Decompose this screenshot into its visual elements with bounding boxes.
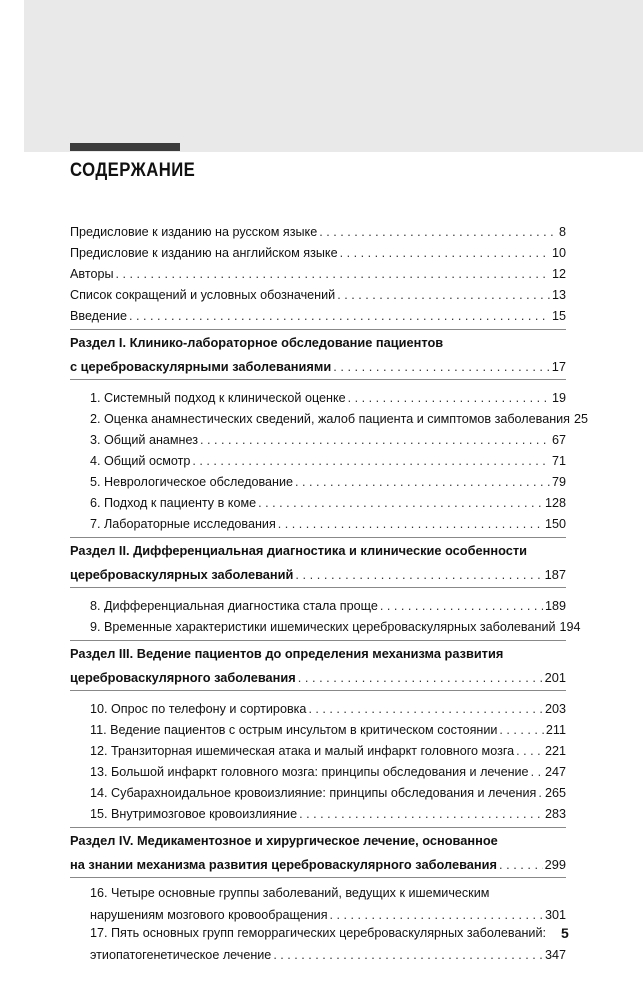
- chapter-entry[interactable]: [70, 491, 566, 512]
- chapter-entry-first-line[interactable]: 16. Четыре основные группы заболеваний, ведущих к ишемическим: [90, 886, 490, 900]
- chapter-list: [70, 695, 566, 823]
- section-heading[interactable]: Раздел I. Клинико-лабораторное обследование пациентов: [70, 335, 444, 350]
- chapter-entry[interactable]: [70, 407, 589, 428]
- toc-entry-label: на знании механизма развития цереброваскулярного заболевания: [70, 857, 497, 872]
- chapter-entry[interactable]: [70, 943, 566, 964]
- toc-entry-label: нарушениям мозгового кровообращения: [90, 908, 328, 922]
- chapter-entry[interactable]: [70, 802, 566, 823]
- dot-leader: [278, 516, 543, 533]
- toc-entry-label: этиопатогенетическое лечение: [90, 948, 272, 962]
- toc-entry-page: 221: [544, 744, 566, 758]
- toc-entry-page: 13: [551, 288, 566, 302]
- toc-entry-page: 67: [551, 433, 566, 447]
- dot-leader: [192, 453, 550, 470]
- toc-entry-page: 301: [544, 908, 566, 922]
- dot-leader: [129, 308, 550, 325]
- page-number: 5: [561, 925, 569, 941]
- section-heading-entry[interactable]: [70, 665, 566, 686]
- toc-entry-page: 25: [574, 412, 589, 426]
- toc-entry-page: 10: [551, 246, 566, 260]
- toc-entry-page: 203: [544, 702, 566, 716]
- front-matter-entry[interactable]: [70, 304, 566, 325]
- section-heading[interactable]: Раздел II. Дифференциальная диагностика и клинические особенности: [70, 543, 527, 558]
- dot-leader: [295, 566, 542, 583]
- toc-entry-label: 1. Системный подход к клинической оценке: [90, 391, 346, 405]
- dot-leader: [499, 856, 543, 873]
- dot-leader: [380, 598, 543, 615]
- toc-entry-label: 13. Большой инфаркт головного мозга: принципы обследования и лечение: [90, 765, 529, 779]
- toc-entry-page: 187: [544, 567, 566, 582]
- section-heading-entry[interactable]: [70, 354, 566, 375]
- dot-leader: [319, 224, 557, 241]
- chapter-entry[interactable]: [70, 428, 566, 449]
- section-divider: [70, 379, 566, 380]
- chapter-entry[interactable]: [70, 594, 566, 615]
- dot-leader: [116, 266, 550, 283]
- toc-entry-label: 10. Опрос по телефону и сортировка: [90, 702, 307, 716]
- toc-entry-label: цереброваскулярных заболеваний: [70, 567, 294, 582]
- toc-entry-page: 347: [544, 948, 566, 962]
- toc-entry-label: с цереброваскулярными заболеваниями: [70, 359, 332, 374]
- toc-entry-page: 71: [551, 454, 566, 468]
- toc-entry-label: 4. Общий осмотр: [90, 454, 191, 468]
- chapter-entry[interactable]: [70, 781, 566, 802]
- page-title: СОДЕРЖАНИЕ: [70, 160, 196, 181]
- chapter-entry[interactable]: [70, 615, 581, 636]
- chapter-entry[interactable]: [70, 512, 566, 533]
- toc-entry-page: 211: [545, 723, 566, 737]
- toc-entry-label: 3. Общий анамнез: [90, 433, 199, 447]
- chapter-entry-first-line[interactable]: 17. Пять основных групп геморрагических цереброваскулярных заболеваний:: [90, 926, 546, 940]
- toc-entry-label: 9. Временные характеристики ишемических цереброваскулярных заболеваний: [90, 620, 556, 634]
- dot-leader: [538, 785, 543, 802]
- toc-entry-label: 15. Внутримозговое кровоизлияние: [90, 807, 298, 821]
- toc-entry-page: 265: [544, 786, 566, 800]
- section-divider: [70, 329, 566, 330]
- section-divider: [70, 827, 566, 828]
- toc-entry-label: 12. Транзиторная ишемическая атака и малый инфаркт головного мозга: [90, 744, 515, 758]
- section-divider: [70, 537, 566, 538]
- section-block: [70, 832, 566, 873]
- section-block: [70, 645, 566, 686]
- dot-leader: [200, 432, 550, 449]
- chapter-entry[interactable]: [70, 760, 566, 781]
- toc-entry-page: 12: [551, 267, 566, 281]
- toc-entry-label: Предисловие к изданию на английском языке: [70, 246, 338, 260]
- toc-entry-page: 150: [544, 517, 566, 531]
- toc-entry-label: 8. Дифференциальная диагностика стала проще: [90, 599, 378, 613]
- dot-leader: [337, 287, 550, 304]
- section-block: [70, 542, 566, 583]
- header-band: [24, 0, 643, 152]
- toc-entry-page: 8: [558, 225, 566, 239]
- section-divider: [70, 690, 566, 691]
- toc-entry-label: Авторы: [70, 267, 114, 281]
- title-rule: [70, 143, 180, 151]
- toc-entry-page: 283: [544, 807, 566, 821]
- toc-entry-label: цереброваскулярного заболевания: [70, 670, 296, 685]
- toc-entry-page: 128: [544, 496, 566, 510]
- section-heading-entry[interactable]: [70, 852, 566, 873]
- dot-leader: [273, 947, 543, 964]
- chapter-entry[interactable]: [70, 449, 566, 470]
- toc-entry-page: 17: [551, 359, 566, 374]
- chapter-entry[interactable]: [70, 386, 566, 407]
- dot-leader: [531, 764, 543, 781]
- front-matter-entry[interactable]: [70, 220, 566, 241]
- toc-entry-label: Введение: [70, 309, 128, 323]
- toc-entry-page: 247: [544, 765, 566, 779]
- front-matter-entry[interactable]: [70, 262, 566, 283]
- toc-entry-label: Список сокращений и условных обозначений: [70, 288, 336, 302]
- dot-leader: [258, 495, 543, 512]
- front-matter-entry[interactable]: [70, 283, 566, 304]
- dot-leader: [295, 474, 550, 491]
- front-matter-list: [70, 220, 566, 325]
- dot-leader: [340, 245, 550, 262]
- section-divider: [70, 877, 566, 878]
- chapter-list: [70, 592, 581, 636]
- chapter-list: [70, 384, 589, 533]
- dot-leader: [298, 669, 543, 686]
- section-divider: [70, 640, 566, 641]
- dot-leader: [333, 358, 550, 375]
- toc-entry-label: 5. Неврологическое обследование: [90, 475, 294, 489]
- dot-leader: [330, 907, 543, 924]
- chapter-entry[interactable]: [70, 903, 566, 924]
- toc-entry-label: 11. Ведение пациентов с острым инсультом в критическом состоянии: [90, 723, 498, 737]
- section-heading[interactable]: Раздел IV. Медикаментозное и хирургическое лечение, основанное: [70, 833, 498, 848]
- toc-entry-page: 79: [551, 475, 566, 489]
- toc-entry-label: 7. Лабораторные исследования: [90, 517, 276, 531]
- toc-entry-page: 299: [544, 857, 566, 872]
- toc-entry-label: 14. Субарахноидальное кровоизлияние: принципы обследования и лечения: [90, 786, 537, 800]
- table-of-contents: [70, 220, 589, 964]
- dot-leader: [299, 806, 543, 823]
- toc-entry-page: 189: [544, 599, 566, 613]
- dot-leader: [499, 722, 544, 739]
- front-matter-entry[interactable]: [70, 241, 566, 262]
- toc-entry-page: 194: [559, 620, 581, 634]
- chapter-entry[interactable]: [70, 718, 566, 739]
- toc-entry-label: 6. Подход к пациенту в коме: [90, 496, 257, 510]
- section-heading[interactable]: Раздел III. Ведение пациентов до определения механизма развития: [70, 646, 504, 661]
- toc-entry-label: 2. Оценка анамнестических сведений, жалоб пациента и симптомов заболевания: [90, 412, 571, 426]
- section-block: [70, 334, 566, 375]
- toc-entry-page: 201: [544, 670, 566, 685]
- toc-entry-page: 19: [551, 391, 566, 405]
- section-heading-entry[interactable]: [70, 562, 566, 583]
- chapter-entry[interactable]: [70, 739, 566, 760]
- chapter-list: [70, 882, 566, 964]
- dot-leader: [516, 743, 543, 760]
- dot-leader: [308, 701, 543, 718]
- section-divider: [70, 587, 566, 588]
- chapter-entry[interactable]: [70, 697, 566, 718]
- toc-entry-page: 15: [551, 309, 566, 323]
- toc-entry-label: Предисловие к изданию на русском языке: [70, 225, 318, 239]
- dot-leader: [348, 390, 550, 407]
- chapter-entry[interactable]: [70, 470, 566, 491]
